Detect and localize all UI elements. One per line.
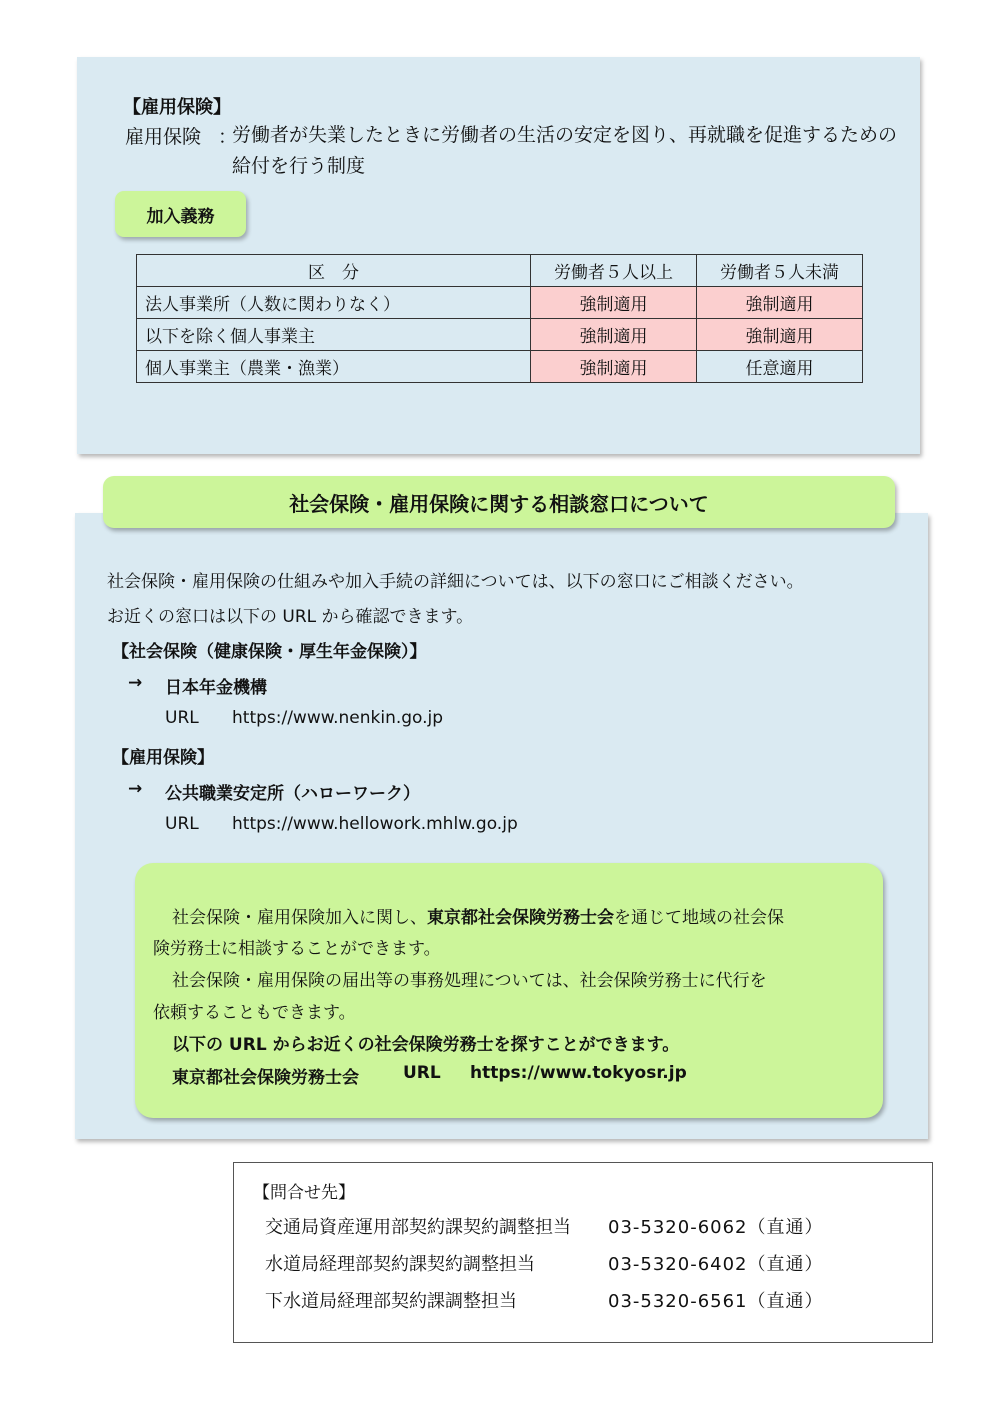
table-header-cell: 労働者５人以上 [531,255,697,287]
table-cell: 個人事業主（農業・漁業） [137,351,531,383]
contact-dept: 水道局経理部契約課契約調整担当 [265,1254,535,1275]
table-header-row [137,255,863,287]
definition-term: 雇用保険 [125,126,202,148]
table-header-cell: 区 分 [137,255,531,287]
sr-search-line: 以下の URL からお近くの社会保険労務士を探すことができます。 [172,1035,680,1055]
hellowork-url-link[interactable]: https://www.hellowork.mhlw.go.jp [232,814,518,834]
obligation-badge: 加入義務 [115,191,246,237]
obligation-table [136,254,863,383]
arrow-icon: → [128,673,143,693]
table-row [137,351,863,383]
table-cell: 強制適用 [531,319,697,351]
sr-assoc-name-2: 東京都社会保険労務士会 [172,1068,359,1088]
table-cell: 強制適用 [531,351,697,383]
definition-text: 労働者が失業したときに労働者の生活の安定を図り、再就職を促進するための給付を行う制度 [232,124,898,177]
hellowork-org-name: 公共職業安定所（ハローワーク） [165,784,420,804]
sr-text-line1: 社会保険・雇用保険加入に関し、東京都社会保険労務士会を通じて地域の社会保 [172,908,784,928]
tokyosr-url-link[interactable]: https://www.tokyosr.jp [470,1063,687,1083]
contact-phone: 03-5320-6402（直通） [608,1254,824,1275]
sr-association-name: 東京都社会保険労務士会 [427,908,614,928]
table-cell: 以下を除く個人事業主 [137,319,531,351]
employment-insurance-heading-2: 【雇用保険】 [112,748,214,768]
sr-text-line4: 依頼することもできます。 [153,1003,356,1023]
table-cell: 強制適用 [697,319,863,351]
contact-phone: 03-5320-6561（直通） [608,1291,824,1312]
definition-colon: ： [218,126,238,148]
employment-insurance-heading: 【雇用保険】 [123,97,231,118]
nenkin-org-name: 日本年金機構 [165,678,267,698]
contact-phone: 03-5320-6062（直通） [608,1217,824,1238]
table-cell: 法人事業所（人数に関わりなく） [137,287,531,319]
table-cell: 強制適用 [697,287,863,319]
table-row [137,319,863,351]
contact-heading: 【問合せ先】 [253,1183,355,1203]
url-label: URL [165,814,199,834]
table-cell: 強制適用 [531,287,697,319]
consultation-banner: 社会保険・雇用保険に関する相談窓口について [103,476,895,528]
sr-text-line2: 険労務士に相談することができます。 [153,939,441,959]
url-label: URL [165,708,199,728]
contact-dept: 交通局資産運用部契約課契約調整担当 [265,1217,571,1238]
intro-text-line2: お近くの窓口は以下の URL から確認できます。 [107,607,474,627]
table-cell: 任意適用 [697,351,863,383]
intro-text-line1: 社会保険・雇用保険の仕組みや加入手続の詳細については、以下の窓口にご相談ください。 [107,572,804,592]
arrow-icon: → [128,779,143,799]
social-insurance-heading: 【社会保険（健康保険・厚生年金保険）】 [112,642,427,662]
table-row [137,287,863,319]
sr-text-line3: 社会保険・雇用保険の届出等の事務処理については、社会保険労務士に代行を [172,971,767,991]
nenkin-url-link[interactable]: https://www.nenkin.go.jp [232,708,444,728]
contact-dept: 下水道局経理部契約課調整担当 [265,1291,517,1312]
url-label: URL [403,1063,441,1083]
table-header-cell: 労働者５人未満 [697,255,863,287]
